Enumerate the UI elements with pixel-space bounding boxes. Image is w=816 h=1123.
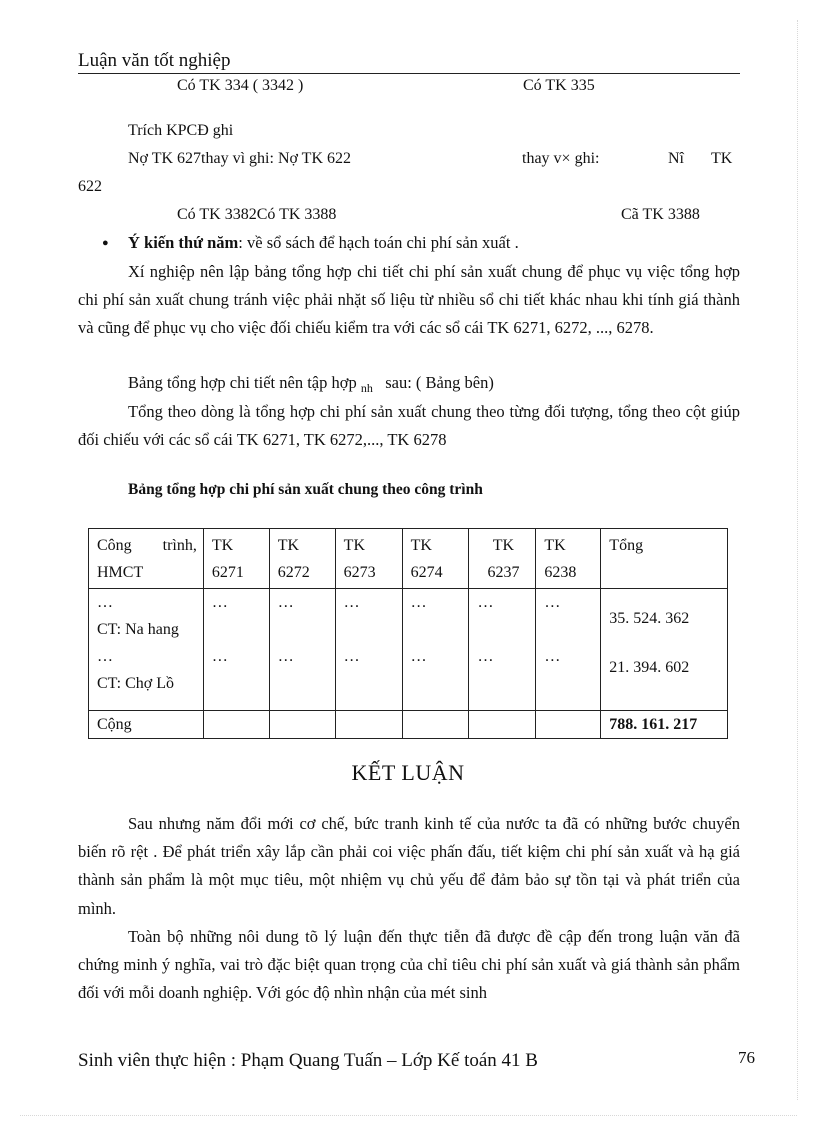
- bullet-bold-label: Ý kiến thứ năm: [128, 233, 239, 252]
- body-ellipsis: …: [343, 594, 360, 611]
- total-na-hang: 35. 524. 362: [609, 610, 690, 627]
- footer-empty-cell: [536, 711, 601, 739]
- kpcd-label: Trích KPCĐ ghi: [128, 122, 234, 139]
- total-cho-lo: 21. 394. 602: [609, 659, 690, 676]
- body-col-6272: [269, 589, 335, 711]
- entry-debit-garbled: Nî: [668, 150, 684, 167]
- header-total-label: Tổng: [609, 537, 644, 554]
- footer-total-cell: [601, 711, 728, 739]
- header-tk-number: 6273: [343, 564, 376, 581]
- page-header-title: Luận văn tốt nghiệp: [78, 50, 231, 71]
- footer-label-cell: [89, 711, 204, 739]
- page-number: 76: [738, 1048, 755, 1067]
- header-project-word3: HMCT: [97, 564, 144, 581]
- header-tk-6238: [536, 529, 601, 589]
- body-col-6237: [469, 589, 536, 711]
- body-ellipsis: …: [410, 594, 427, 611]
- entry-tk-label: TK: [711, 150, 733, 167]
- conclusion-paragraph-2: Toàn bộ những nôi dung tõ lý luận đến thực tiễn đã được đề cập đến trong luận văn đã chứng minh ý nghĩa, vai trò đặc biệt quan trọng của chỉ tiêu chi phí sản xuất và giá thành sản phẩm đối với mỗi doanh nghiệp. Với góc độ nhìn nhận của mét sinh: [78, 927, 740, 1003]
- entry-debit-627: Nợ TK 627thay vì ghi: Nợ TK 622: [128, 150, 351, 167]
- footer-empty-cell: [203, 711, 269, 739]
- body-ellipsis: …: [211, 594, 228, 611]
- header-tk-number: 6272: [277, 564, 310, 581]
- footer-empty-cell: [269, 711, 335, 739]
- header-tk-label: TK: [492, 537, 515, 554]
- table-header-row: [89, 529, 728, 589]
- body-ellipsis: …: [544, 648, 561, 665]
- footer-empty-cell: [335, 711, 402, 739]
- bullet-icon: ●: [102, 237, 109, 249]
- project-na-hang: CT: Na hang: [97, 621, 179, 638]
- page-edge-right: [797, 20, 798, 1100]
- body-col-6238: [536, 589, 601, 711]
- page-edge-bottom: [20, 1115, 797, 1116]
- body-totals: [601, 589, 728, 711]
- body-projects: [89, 589, 204, 711]
- entry-credit-3382-3388: Có TK 3382Có TK 3388: [177, 206, 337, 223]
- header-tk-label: TK: [211, 537, 234, 554]
- header-tk-6273: [335, 529, 402, 589]
- paragraph-summary-table: Xí nghiệp nên lập bảng tổng hợp chi tiết chi phí sản xuất chung để phục vụ việc tổng hợp chi phí sản xuất chung tránh việc phải nhặt số liệu từ nhiều sổ chi tiết khác nhau khi tính giá thành và cũng để phục vụ cho việc đối chiếu kiểm tra với các sổ cái TK 6271, 6272, ..., 6278.: [78, 262, 740, 338]
- paragraph-table-note: [128, 373, 494, 393]
- header-tk-6272: [269, 529, 335, 589]
- body-col-6274: [402, 589, 469, 711]
- grand-total: 788. 161. 217: [609, 716, 698, 733]
- header-tk-number: 6237: [487, 564, 520, 581]
- conclusion-paragraph-1: Sau nhưng năm đổi mới cơ chế, bức tranh kinh tế của nước ta đã có những bước chuyển biến rõ rệt . Để phát triển xây lắp cần phải coi việc phấn đấu, tiết kiệm chi phí sản xuất và hạ giá thành sản phẩm là một mục tiêu, một nhiệm vụ chủ yếu để đảm bảo sự tồn tại và phát triển của mình.: [78, 814, 740, 918]
- body-col-6273: [335, 589, 402, 711]
- conclusion-title: KẾT LUẬN: [351, 760, 465, 785]
- body-ellipsis: …: [211, 648, 228, 665]
- table-footer-row: [89, 711, 728, 739]
- body-ellipsis: …: [410, 648, 427, 665]
- body-ellipsis: …: [97, 594, 113, 611]
- body-ellipsis: …: [477, 594, 494, 611]
- header-total: [601, 529, 728, 589]
- bullet-text: : về sổ sách để hạch toán chi phí sản xuất .: [238, 233, 519, 252]
- body-ellipsis: …: [477, 648, 494, 665]
- entry-credit-3388: Cã TK 3388: [621, 206, 700, 223]
- header-tk-label: TK: [277, 537, 300, 554]
- body-ellipsis: …: [97, 648, 113, 665]
- footer-label: Cộng: [97, 716, 132, 733]
- header-tk-label: TK: [544, 537, 566, 554]
- header-project-word2: trình,: [162, 537, 197, 554]
- body-ellipsis: …: [277, 594, 294, 611]
- body-ellipsis: …: [343, 648, 360, 665]
- header-project: [89, 529, 204, 589]
- body-ellipsis: …: [544, 594, 561, 611]
- entry-credit-334: Có TK 334 ( 3342 ): [177, 77, 304, 94]
- table-body-row: [89, 589, 728, 711]
- entry-instead-label: thay v× ghi:: [522, 150, 600, 167]
- body-col-6271: [203, 589, 269, 711]
- header-tk-number: 6274: [410, 564, 443, 581]
- entry-622-wrap: 622: [78, 178, 102, 195]
- table-title: Bảng tổng hợp chi phí sản xuất chung theo công trình: [128, 481, 483, 498]
- table-note-sub: nh: [360, 381, 373, 395]
- page-footer-student: Sinh viên thực hiện : Phạm Quang Tuấn – Lớp Kế toán 41 B: [78, 1050, 538, 1071]
- header-tk-6274: [402, 529, 469, 589]
- header-tk-label: TK: [410, 537, 432, 554]
- paragraph-totals: Tổng theo dòng là tổng hợp chi phí sản xuất chung theo từng đối tượng, tổng theo cột giúp đối chiếu với các sổ cái TK 6271, TK 6272,..., TK 6278: [78, 402, 740, 450]
- header-tk-number: 6238: [544, 564, 577, 581]
- header-tk-6271: [203, 529, 269, 589]
- table-note-b: sau: ( Bảng bên): [385, 373, 494, 392]
- header-tk-label: TK: [343, 537, 365, 554]
- header-project-word1: Công: [97, 537, 132, 554]
- header-rule: [78, 73, 740, 74]
- body-ellipsis: …: [277, 648, 294, 665]
- footer-empty-cell: [402, 711, 469, 739]
- header-tk-number: 6271: [211, 564, 244, 581]
- header-tk-6237: [469, 529, 536, 589]
- table-note-a: Bảng tổng hợp chi tiết nên tập hợp: [128, 373, 357, 392]
- bullet-line: [128, 233, 519, 253]
- footer-empty-cell: [469, 711, 536, 739]
- cost-summary-table: [88, 528, 728, 739]
- project-cho-lo: CT: Chợ Lồ: [97, 675, 174, 692]
- entry-credit-335: Có TK 335: [523, 77, 595, 94]
